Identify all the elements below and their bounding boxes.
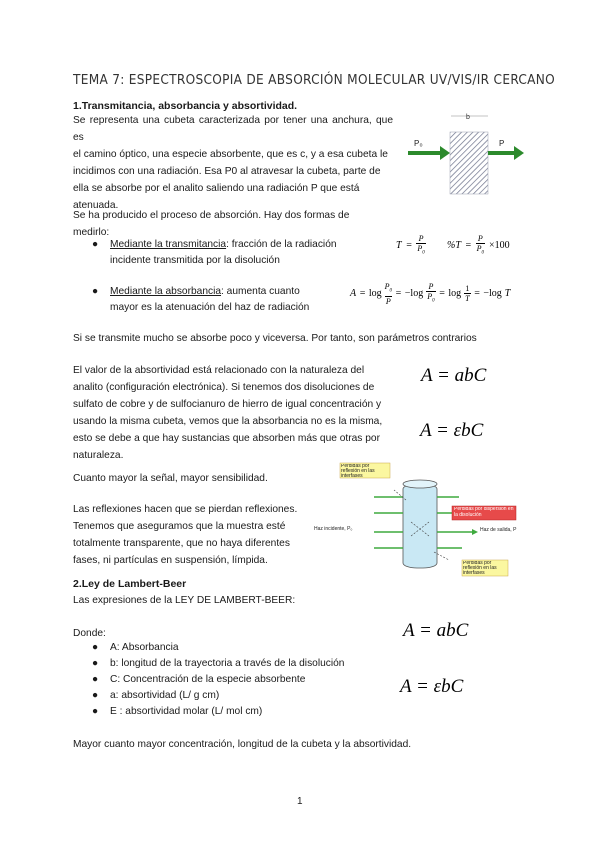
text-line: atenuada. (73, 200, 119, 211)
bullet-text: : fracción de la radiación (226, 239, 337, 250)
text-line: totalmente transparente, que no haya diferentes (73, 538, 290, 549)
section-2-heading: 2.Ley de Lambert-Beer (73, 578, 187, 590)
p-label: P (499, 139, 505, 148)
paragraph-contrarios: Si se transmite mucho se absorbe poco y viceversa. Por tanto, son parámetros contrarios (73, 333, 477, 344)
variable-list (92, 640, 344, 720)
text-line: fases, ni partículas en suspensión, límpida. (73, 555, 268, 566)
paragraph-absorcion (73, 207, 377, 241)
formula-transmittance: T = $\frac{P}{P_0}$ (396, 234, 425, 256)
text-line: Se ha producido el proceso de absorción. Hay dos formas de (73, 210, 350, 221)
section-1-heading: 1.Transmitancia, absorbancia y absortividad. (73, 100, 298, 112)
cuvette-diagram (408, 106, 528, 201)
text-line: medirlo: (73, 227, 110, 238)
b-label: b (466, 114, 470, 121)
label-bottom-text: Pérdidas por reflexión en las interfases (463, 561, 497, 576)
text-line: el camino óptico, una especie absorbente, que es c, y a esa cubeta le (73, 149, 388, 160)
donde-label: Donde: (73, 628, 106, 639)
bullet-absorbancia: ● Mediante la absorbancia: aumenta cuanto mayor es la atenuación del haz de radiación (92, 284, 332, 316)
list-item: ● b: longitud de la trayectoria a través de la disolución (92, 658, 345, 669)
text-line: naturaleza. (73, 450, 124, 461)
list-item: ● C: Concentración de la especie absorbente (92, 674, 306, 685)
equation-a-ebc: A = εbC (420, 420, 484, 441)
equation-a-abc: A = abC (421, 365, 487, 386)
transmitted-arrow-head (514, 146, 524, 160)
text-line: Se representa una cubeta caracterizada por tener una anchura, que es (73, 115, 393, 143)
label-top-text: Pérdidas por reflexión en las interfases (341, 464, 375, 478)
text-line: ella se absorbe por el analito saliendo una radiación P que está (73, 183, 360, 194)
text-line: usando la misma cubeta, vemos que la absorbancia no es la misma, (73, 416, 383, 427)
text-line: Tenemos que aseguramos que la muestra esté (73, 521, 286, 532)
label-scatter-text: Pérdidas por dispersión en la disolución (454, 507, 514, 518)
text-line: esto se debe a que hay sustancias que absorben más que otras por (73, 433, 380, 444)
formula-percent-transmittance: %T = $\frac{P}{P_0}$ ×100 (447, 234, 510, 256)
bullet-transmitancia: ● Mediante la transmitancia: fracción de la radiación incidente transmitida por la disolución (92, 237, 380, 269)
bullet-text: incidente transmitida por la disolución (110, 255, 280, 266)
list-item: ● A: Absorbancia (92, 642, 179, 653)
paragraph-sensibilidad: Cuanto mayor la señal, mayor sensibilidad. (73, 473, 268, 484)
tube-top (403, 480, 437, 488)
bullet-text: mayor es la atenuación del haz de radiación (110, 302, 310, 313)
bullet-text: : aumenta cuanto (221, 286, 300, 297)
text-line: Las reflexiones hacen que se pierdan reflexiones. (73, 504, 298, 515)
bullet-title: Mediante la absorbancia (110, 286, 222, 297)
text-line: sulfato de cobre y de sulfocianuro de hierro de igual concentración y (73, 399, 382, 410)
paragraph-cubeta (73, 112, 393, 214)
reflection-losses-diagram (314, 460, 536, 580)
page-title: TEMA 7: ESPECTROSCOPIA DE ABSORCIÓN MOLECULAR UV/VIS/IR CERCANO (73, 72, 556, 88)
text-line: incidimos con una radiación. Esa P0 al atravesar la cubeta, parte de (73, 166, 381, 177)
equation-a-abc-2: A = abC (403, 620, 469, 641)
equation-a-ebc-2: A = εbC (400, 676, 464, 697)
text-line: analito (configuración electrónica). Si tenemos dos disoluciones de (73, 382, 375, 393)
paragraph-absortividad (73, 362, 387, 464)
list-item: ● E : absortividad molar (L/ mol cm) (92, 706, 263, 717)
sample-tube (403, 484, 437, 568)
text-line: El valor de la absortividad está relacionado con la naturaleza del (73, 365, 365, 376)
p0-label: P₀ (414, 139, 423, 148)
label-incident-text: Haz incidente, P₀ (314, 526, 353, 532)
formula-absorbance: A = log $\frac{P_0}{P}$ = −log $\frac{P}{P_0}$ = log $\frac{1}{T}$ = −log T (350, 282, 511, 306)
lambert-beer-intro: Las expresiones de la LEY DE LAMBERT-BEER: (73, 595, 296, 606)
label-output-text: Haz de salida, P (480, 527, 517, 533)
list-item: ● a: absortividad (L/ g cm) (92, 690, 220, 701)
incident-arrow-head (440, 146, 450, 160)
cuvette (450, 132, 488, 194)
page-number: 1 (297, 796, 303, 807)
bullet-title: Mediante la transmitancia (110, 239, 227, 250)
paragraph-reflexiones (73, 501, 309, 569)
closing-sentence: Mayor cuanto mayor concentración, longitud de la cubeta y la absortividad. (73, 739, 412, 750)
